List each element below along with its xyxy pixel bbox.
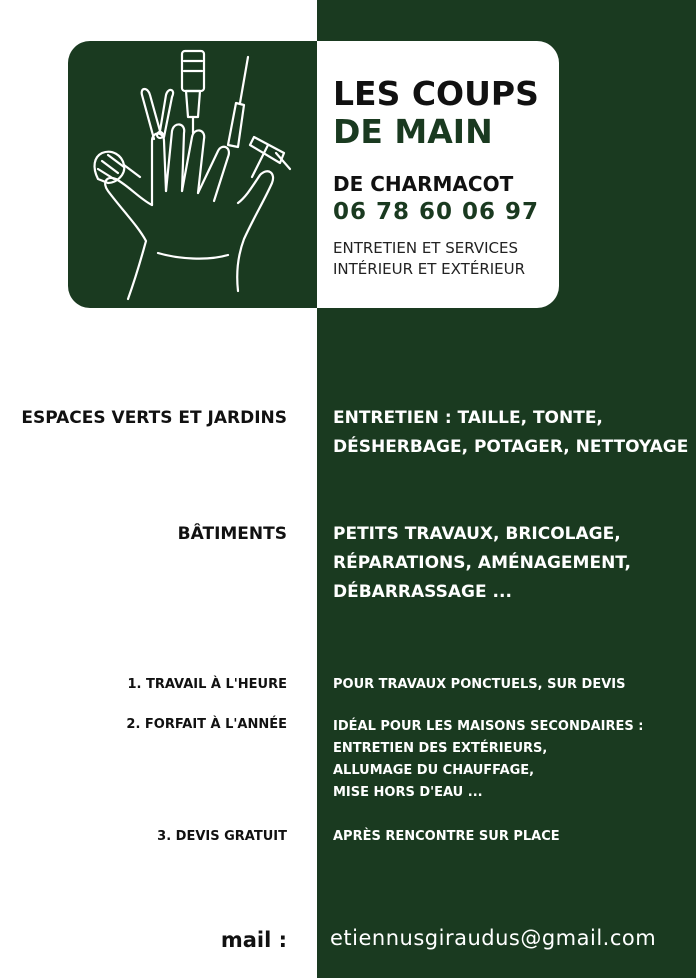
hand-with-tools-icon (68, 41, 330, 308)
tagline-line2: INTÉRIEUR ET EXTÉRIEUR (333, 260, 526, 278)
offer-desc-yearly-line4: MISE HORS D'EAU ... (333, 785, 483, 800)
offer-desc-hourly: POUR TRAVAUX PONCTUELS, SUR DEVIS (333, 677, 626, 692)
service-desc-gardens-line2: DÉSHERBAGE, POTAGER, NETTOYAGE (333, 437, 689, 457)
email-address[interactable]: etiennusgiraudus@gmail.com (330, 926, 657, 950)
offer-desc-yearly-line2: ENTRETIEN DES EXTÉRIEURS, (333, 741, 548, 756)
service-label-gardens: ESPACES VERTS ET JARDINS (21, 408, 287, 428)
service-desc-gardens-line1: ENTRETIEN : TAILLE, TONTE, (333, 408, 603, 428)
offer-label-hourly: 1. TRAVAIL À L'HEURE (127, 677, 287, 692)
brand-subtitle: DE CHARMACOT (333, 172, 514, 196)
offer-desc-quote: APRÈS RENCONTRE SUR PLACE (333, 829, 560, 844)
title-card (317, 41, 559, 308)
mail-label: mail : (220, 928, 287, 952)
phone-number: 06 78 60 06 97 (333, 199, 540, 225)
tagline-line1: ENTRETIEN ET SERVICES (333, 239, 518, 257)
offer-desc-yearly-line1: IDÉAL POUR LES MAISONS SECONDAIRES : (333, 719, 644, 734)
brand-title-line2: DE MAIN (333, 112, 493, 151)
offer-label-yearly: 2. FORFAIT À L'ANNÉE (126, 717, 287, 732)
offer-label-quote: 3. DEVIS GRATUIT (157, 829, 287, 844)
offer-desc-yearly-line3: ALLUMAGE DU CHAUFFAGE, (333, 763, 535, 778)
service-desc-buildings-line1: PETITS TRAVAUX, BRICOLAGE, (333, 524, 621, 544)
logo-artwork (68, 41, 330, 308)
service-desc-buildings-line2: RÉPARATIONS, AMÉNAGEMENT, (333, 553, 631, 573)
brand-title-line1: LES COUPS (333, 74, 539, 113)
service-desc-buildings-line3: DÉBARRASSAGE ... (333, 582, 512, 602)
service-label-buildings: BÂTIMENTS (177, 524, 287, 544)
